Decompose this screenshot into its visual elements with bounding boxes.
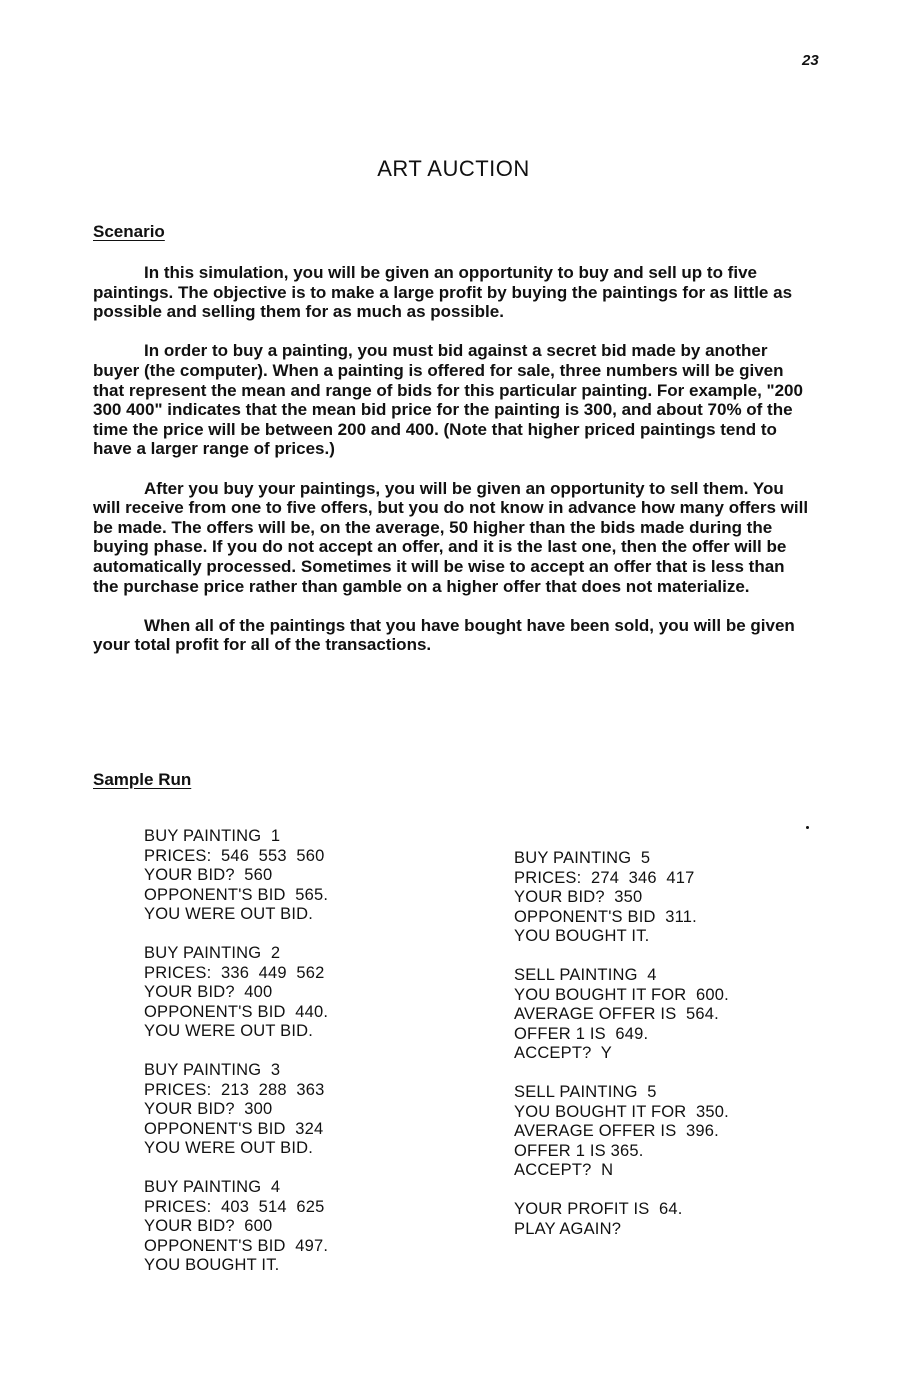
- run-block: [144, 944, 328, 1042]
- run-block: [514, 1200, 729, 1239]
- run-line: YOU BOUGHT IT FOR 350.: [514, 1102, 729, 1121]
- run-block: [144, 1178, 328, 1276]
- run-line: BUY PAINTING 1: [144, 827, 281, 845]
- run-line: PRICES: 336 449 562: [144, 963, 325, 982]
- run-line: OPPONENT'S BID 565.: [144, 885, 329, 904]
- run-line: BUY PAINTING 4: [144, 1178, 281, 1196]
- sample-run-left-column: [144, 827, 328, 1295]
- scenario-paragraph: After you buy your paintings, you will be given an opportunity to sell them. You will receive from one to five offers, but you do not know in advance how many offers will be made. The offers will be, on the average, 50 higher than the bids made during the buying phase. If you do not accept an offer, and it is the last one, then the offer will be automatically processed. Sometimes it will be wise to accept an offer that is less than the purchase price rather than gamble on a higher offer that does not materialize.: [93, 478, 809, 596]
- run-line: YOU WERE OUT BID.: [144, 1139, 314, 1157]
- speck: [806, 826, 809, 829]
- run-line: OFFER 1 IS 365.: [514, 1141, 644, 1160]
- run-line: PLAY AGAIN?: [514, 1219, 622, 1238]
- run-line: YOU BOUGHT IT FOR 600.: [514, 985, 729, 1004]
- run-block: [514, 1083, 729, 1181]
- run-line: SELL PAINTING 4: [514, 966, 657, 984]
- scenario-paragraph: In this simulation, you will be given an opportunity to buy and sell up to five paintings. The objective is to make a large profit by buying the paintings for as little as possible and selling them for as much as possible.: [93, 263, 793, 322]
- scenario-paragraph: When all of the paintings that you have bought have been sold, you will be given your total profit for all of the transactions.: [93, 615, 795, 655]
- run-block: [514, 966, 729, 1064]
- run-block: [514, 849, 729, 947]
- run-line: AVERAGE OFFER IS 564.: [514, 1005, 719, 1023]
- scenario-heading: Scenario: [93, 222, 165, 241]
- run-line: PRICES: 274 346 417: [514, 868, 695, 887]
- run-line: YOUR PROFIT IS 64.: [514, 1200, 683, 1218]
- run-line: YOUR BID? 600: [144, 1217, 273, 1235]
- run-line: OFFER 1 IS 649.: [514, 1024, 649, 1043]
- run-line: ACCEPT? Y: [514, 1044, 612, 1062]
- run-line: OPPONENT'S BID 440.: [144, 1002, 329, 1021]
- run-line: YOU WERE OUT BID.: [144, 1022, 314, 1040]
- run-block: [144, 827, 328, 925]
- sample-run-heading: Sample Run: [93, 770, 192, 789]
- page-number: 23: [802, 52, 819, 69]
- run-line: OPPONENT'S BID 311.: [514, 907, 697, 926]
- page-title: ART AUCTION: [377, 156, 530, 181]
- sample-run-right-column: [514, 849, 729, 1259]
- run-line: YOU BOUGHT IT.: [144, 1256, 280, 1274]
- run-line: SELL PAINTING 5: [514, 1083, 657, 1101]
- run-block: [144, 1061, 328, 1159]
- run-line: AVERAGE OFFER IS 396.: [514, 1122, 719, 1140]
- run-line: BUY PAINTING 5: [514, 849, 651, 867]
- run-line: ACCEPT? N: [514, 1161, 614, 1179]
- run-line: PRICES: 403 514 625: [144, 1197, 325, 1216]
- run-line: YOU BOUGHT IT.: [514, 927, 650, 945]
- scenario-paragraph: In order to buy a painting, you must bid against a secret bid made by another buyer (the computer). When a painting is offered for sale, three numbers will be given that represent the mean and range of bids for this particular painting. For example, "200 300 400" indicates that the mean bid price for the painting is 300, and about 70% of the time the price will be between 200 and 400. (Note that higher priced paintings tend to have a larger range of prices.): [93, 341, 803, 459]
- run-line: YOUR BID? 400: [144, 983, 273, 1001]
- scenario-body: [93, 263, 813, 674]
- run-line: PRICES: 546 553 560: [144, 846, 325, 865]
- run-line: YOU WERE OUT BID.: [144, 905, 314, 923]
- run-line: PRICES: 213 288 363: [144, 1080, 325, 1099]
- run-line: YOUR BID? 560: [144, 866, 273, 884]
- run-line: OPPONENT'S BID 497.: [144, 1236, 329, 1255]
- run-line: OPPONENT'S BID 324: [144, 1119, 324, 1138]
- run-line: BUY PAINTING 2: [144, 944, 281, 962]
- run-line: YOUR BID? 300: [144, 1100, 273, 1118]
- run-line: YOUR BID? 350: [514, 888, 643, 906]
- run-line: BUY PAINTING 3: [144, 1061, 281, 1079]
